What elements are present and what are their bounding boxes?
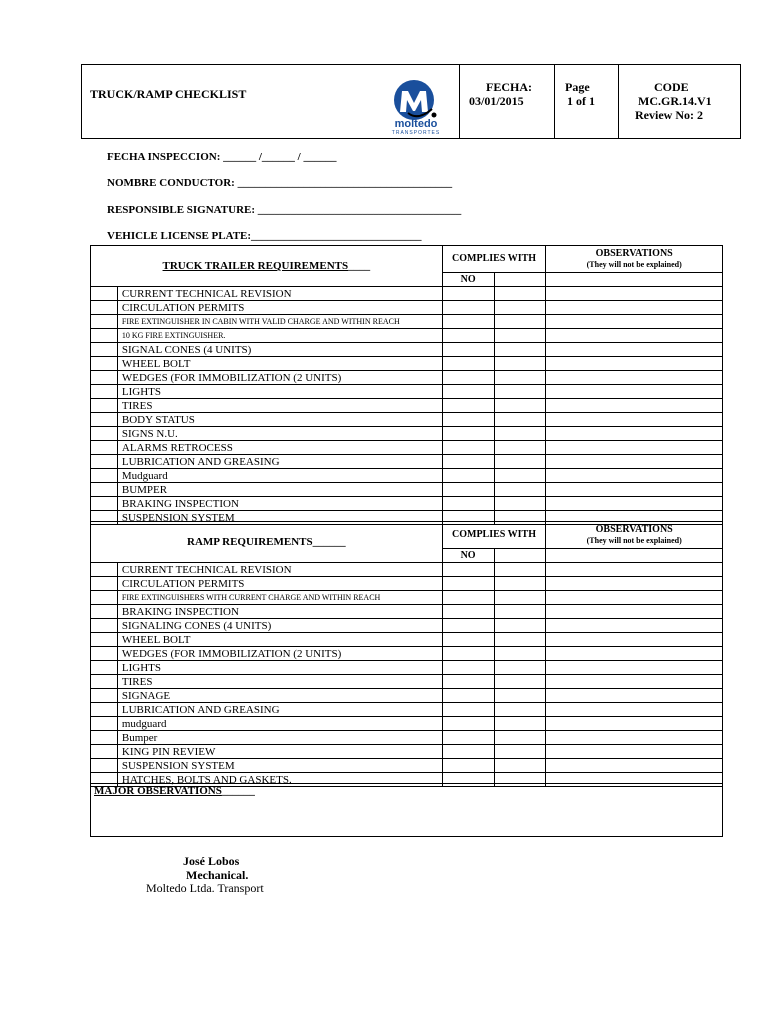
ramp-complies-header: COMPLIES WITH xyxy=(442,522,546,549)
complies-no-cell[interactable] xyxy=(494,633,546,647)
complies-yes-cell[interactable] xyxy=(442,647,494,661)
ramp-table-row xyxy=(91,703,723,717)
document-header xyxy=(81,64,741,139)
truck-section-heading: TRUCK TRAILER REQUIREMENTS____ xyxy=(91,246,443,287)
complies-yes-cell[interactable] xyxy=(442,427,494,441)
vehicle-plate-field[interactable]: VEHICLE LICENSE PLATE:_______________________________ xyxy=(107,230,422,242)
complies-yes-cell[interactable] xyxy=(442,703,494,717)
complies-yes-cell[interactable] xyxy=(442,675,494,689)
requirement-label: HATCHES, BOLTS AND GASKETS. xyxy=(117,773,442,787)
complies-no-cell[interactable] xyxy=(494,619,546,633)
observations-cell[interactable] xyxy=(546,371,723,385)
ramp-table-row xyxy=(91,563,723,577)
observations-cell[interactable] xyxy=(546,357,723,371)
observations-cell[interactable] xyxy=(546,469,723,483)
row-check-cell[interactable] xyxy=(91,287,118,301)
ramp-table-row xyxy=(91,759,723,773)
row-check-cell[interactable] xyxy=(91,745,118,759)
row-check-cell[interactable] xyxy=(91,315,118,329)
row-check-cell[interactable] xyxy=(91,689,118,703)
complies-yes-cell[interactable] xyxy=(442,591,494,605)
row-check-cell[interactable] xyxy=(91,455,118,469)
observations-cell[interactable] xyxy=(546,413,723,427)
ramp-table-row xyxy=(91,605,723,619)
complies-yes-cell[interactable] xyxy=(442,759,494,773)
requirement-label: LIGHTS xyxy=(117,661,442,675)
complies-no-cell[interactable] xyxy=(494,455,546,469)
code-label: CODE xyxy=(654,80,689,94)
observations-cell[interactable] xyxy=(546,577,723,591)
row-check-cell[interactable] xyxy=(91,577,118,591)
row-check-cell[interactable] xyxy=(91,633,118,647)
row-check-cell[interactable] xyxy=(91,497,118,511)
observations-cell[interactable] xyxy=(546,385,723,399)
signer-role: Mechanical. xyxy=(186,868,249,882)
nombre-conductor-field[interactable]: NOMBRE CONDUCTOR: _______________________________________ xyxy=(107,177,453,189)
row-check-cell[interactable] xyxy=(91,427,118,441)
truck-table-row xyxy=(91,469,723,483)
ramp-table-row xyxy=(91,647,723,661)
observations-cell[interactable] xyxy=(546,689,723,703)
row-check-cell[interactable] xyxy=(91,675,118,689)
truck-table-row xyxy=(91,343,723,357)
ramp-table-row xyxy=(91,717,723,731)
ramp-table-row xyxy=(91,633,723,647)
complies-no-cell[interactable] xyxy=(494,591,546,605)
requirement-label: SUSPENSION SYSTEM xyxy=(117,759,442,773)
page-label: Page xyxy=(565,80,590,94)
requirement-label: SIGNAGE xyxy=(117,689,442,703)
complies-yes-cell[interactable] xyxy=(442,605,494,619)
complies-no-cell[interactable] xyxy=(494,301,546,315)
logo-subtitle: TRANSPORTES xyxy=(391,130,441,136)
requirement-label: WEDGES (FOR IMMOBILIZATION (2 UNITS) xyxy=(117,371,442,385)
complies-yes-cell[interactable] xyxy=(442,497,494,511)
truck-table-row xyxy=(91,441,723,455)
observations-cell[interactable] xyxy=(546,591,723,605)
complies-no-cell[interactable] xyxy=(494,399,546,413)
complies-yes-cell[interactable] xyxy=(442,633,494,647)
complies-no-cell[interactable] xyxy=(494,413,546,427)
truck-complies-header: COMPLIES WITH xyxy=(442,246,546,273)
requirement-label: LUBRICATION AND GREASING xyxy=(117,455,442,469)
requirement-label: SIGNAL CONES (4 UNITS) xyxy=(117,343,442,357)
ramp-table-row xyxy=(91,577,723,591)
row-check-cell[interactable] xyxy=(91,469,118,483)
complies-no-cell[interactable] xyxy=(494,731,546,745)
complies-yes-cell[interactable] xyxy=(442,357,494,371)
row-check-cell[interactable] xyxy=(91,343,118,357)
row-check-cell[interactable] xyxy=(91,759,118,773)
signer-name: José Lobos xyxy=(183,854,240,868)
requirement-label: KING PIN REVIEW xyxy=(117,745,442,759)
row-check-cell[interactable] xyxy=(91,605,118,619)
complies-no-cell[interactable] xyxy=(494,647,546,661)
complies-yes-cell[interactable] xyxy=(442,287,494,301)
fecha-value: 03/01/2015 xyxy=(469,94,524,108)
truck-table-row xyxy=(91,399,723,413)
truck-table-row xyxy=(91,413,723,427)
observations-cell[interactable] xyxy=(546,731,723,745)
complies-yes-cell[interactable] xyxy=(442,329,494,343)
fecha-inspeccion-field[interactable]: FECHA INSPECCION: ______ /______ / ______ xyxy=(107,151,337,163)
observations-cell[interactable] xyxy=(546,661,723,675)
complies-yes-cell[interactable] xyxy=(442,469,494,483)
complies-no-cell[interactable] xyxy=(494,329,546,343)
requirement-label: BODY STATUS xyxy=(117,413,442,427)
observations-cell[interactable] xyxy=(546,647,723,661)
requirement-label: FIRE EXTINGUISHERS WITH CURRENT CHARGE AND WITHIN REACH xyxy=(117,591,442,605)
complies-no-cell[interactable] xyxy=(494,717,546,731)
complies-no-cell[interactable] xyxy=(494,703,546,717)
complies-yes-cell[interactable] xyxy=(442,301,494,315)
row-check-cell[interactable] xyxy=(91,357,118,371)
truck-table-row xyxy=(91,455,723,469)
observations-cell[interactable] xyxy=(546,563,723,577)
row-check-cell[interactable] xyxy=(91,703,118,717)
row-check-cell[interactable] xyxy=(91,301,118,315)
major-observations-label: MAJOR OBSERVATIONS______ xyxy=(94,785,255,797)
complies-yes-cell[interactable] xyxy=(442,371,494,385)
page-value: 1 of 1 xyxy=(567,94,595,108)
complies-no-cell[interactable] xyxy=(494,427,546,441)
requirement-label: WHEEL BOLT xyxy=(117,633,442,647)
ramp-section-heading: RAMP REQUIREMENTS______ xyxy=(91,522,443,563)
complies-yes-cell[interactable] xyxy=(442,689,494,703)
moltedo-logo xyxy=(388,79,450,139)
requirement-label: ALARMS RETROCESS xyxy=(117,441,442,455)
observations-cell[interactable] xyxy=(546,717,723,731)
requirement-label: WEDGES (FOR IMMOBILIZATION (2 UNITS) xyxy=(117,647,442,661)
ramp-no-header: NO xyxy=(442,549,494,563)
ramp-table-row xyxy=(91,731,723,745)
complies-no-cell[interactable] xyxy=(494,385,546,399)
document-title: TRUCK/RAMP CHECKLIST xyxy=(90,87,247,101)
complies-yes-cell[interactable] xyxy=(442,385,494,399)
row-check-cell[interactable] xyxy=(91,329,118,343)
row-check-cell[interactable] xyxy=(91,399,118,413)
complies-yes-cell[interactable] xyxy=(442,563,494,577)
complies-no-cell[interactable] xyxy=(494,605,546,619)
responsible-signature-field[interactable]: RESPONSIBLE SIGNATURE: _____________________________________ xyxy=(107,204,462,216)
truck-observations-header: OBSERVATIONS (They will not be explained) xyxy=(546,246,723,273)
requirement-label: Bumper xyxy=(117,731,442,745)
complies-no-cell[interactable] xyxy=(494,343,546,357)
complies-no-cell[interactable] xyxy=(494,371,546,385)
header-title-cell xyxy=(82,65,460,138)
complies-yes-cell[interactable] xyxy=(442,315,494,329)
complies-no-cell[interactable] xyxy=(494,563,546,577)
observations-cell[interactable] xyxy=(546,759,723,773)
truck-table-row xyxy=(91,497,723,511)
row-check-cell[interactable] xyxy=(91,731,118,745)
truck-no-header: NO xyxy=(442,273,494,287)
requirement-label: Mudguard xyxy=(117,469,442,483)
complies-yes-cell[interactable] xyxy=(442,343,494,357)
truck-table-row xyxy=(91,329,723,343)
complies-yes-cell[interactable] xyxy=(442,661,494,675)
observations-cell[interactable] xyxy=(546,315,723,329)
ramp-table-row xyxy=(91,619,723,633)
requirement-label: LIGHTS xyxy=(117,385,442,399)
complies-no-cell[interactable] xyxy=(494,577,546,591)
observations-cell[interactable] xyxy=(546,619,723,633)
complies-yes-cell[interactable] xyxy=(442,483,494,497)
complies-yes-cell[interactable] xyxy=(442,619,494,633)
complies-no-cell[interactable] xyxy=(494,661,546,675)
truck-requirements-table xyxy=(90,245,723,525)
requirement-label: SUSPENSION SYSTEM xyxy=(117,511,442,525)
header-page-cell xyxy=(555,65,619,138)
header-fecha-cell xyxy=(460,65,555,138)
complies-yes-cell[interactable] xyxy=(442,717,494,731)
observations-cell[interactable] xyxy=(546,605,723,619)
observations-cell[interactable] xyxy=(546,427,723,441)
complies-yes-cell[interactable] xyxy=(442,399,494,413)
row-check-cell[interactable] xyxy=(91,619,118,633)
complies-yes-cell[interactable] xyxy=(442,745,494,759)
complies-no-cell[interactable] xyxy=(494,745,546,759)
ramp-table-row xyxy=(91,675,723,689)
ramp-table-row xyxy=(91,745,723,759)
requirement-label: BUMPER xyxy=(117,483,442,497)
row-check-cell[interactable] xyxy=(91,483,118,497)
observations-cell[interactable] xyxy=(546,745,723,759)
observations-cell[interactable] xyxy=(546,455,723,469)
complies-no-cell[interactable] xyxy=(494,357,546,371)
requirement-label: CIRCULATION PERMITS xyxy=(117,577,442,591)
requirement-label: SIGNALING CONES (4 UNITS) xyxy=(117,619,442,633)
complies-yes-cell[interactable] xyxy=(442,413,494,427)
requirement-label: CIRCULATION PERMITS xyxy=(117,301,442,315)
row-check-cell[interactable] xyxy=(91,413,118,427)
truck-table-row xyxy=(91,385,723,399)
ramp-table-row xyxy=(91,591,723,605)
truck-table-row xyxy=(91,315,723,329)
complies-no-cell[interactable] xyxy=(494,675,546,689)
ramp-requirements-table xyxy=(90,521,723,787)
truck-table-row xyxy=(91,371,723,385)
row-check-cell[interactable] xyxy=(91,647,118,661)
requirement-label: WHEEL BOLT xyxy=(117,357,442,371)
observations-cell[interactable] xyxy=(546,675,723,689)
row-check-cell[interactable] xyxy=(91,563,118,577)
observations-cell[interactable] xyxy=(546,329,723,343)
requirement-label: BRAKING INSPECTION xyxy=(117,605,442,619)
observations-cell[interactable] xyxy=(546,703,723,717)
requirement-label: FIRE EXTINGUISHER IN CABIN WITH VALID CHARGE AND WITHIN REACH xyxy=(117,315,442,329)
observations-cell[interactable] xyxy=(546,441,723,455)
requirement-label: TIRES xyxy=(117,675,442,689)
observations-cell[interactable] xyxy=(546,483,723,497)
complies-no-cell[interactable] xyxy=(494,689,546,703)
requirement-label: mudguard xyxy=(117,717,442,731)
requirement-label: TIRES xyxy=(117,399,442,413)
observations-cell[interactable] xyxy=(546,633,723,647)
row-check-cell[interactable] xyxy=(91,661,118,675)
logo-wordmark: moltedo xyxy=(394,118,438,130)
observations-cell[interactable] xyxy=(546,301,723,315)
row-check-cell[interactable] xyxy=(91,371,118,385)
major-observations-box[interactable] xyxy=(90,783,723,837)
fecha-label: FECHA: xyxy=(486,80,532,94)
header-code-cell xyxy=(619,65,741,138)
row-check-cell[interactable] xyxy=(91,591,118,605)
row-check-cell[interactable] xyxy=(91,385,118,399)
complies-yes-cell[interactable] xyxy=(442,731,494,745)
observations-cell[interactable] xyxy=(546,287,723,301)
requirement-label: LUBRICATION AND GREASING xyxy=(117,703,442,717)
ramp-table-row xyxy=(91,661,723,675)
complies-no-cell[interactable] xyxy=(494,483,546,497)
requirement-label: BRAKING INSPECTION xyxy=(117,497,442,511)
complies-yes-cell[interactable] xyxy=(442,455,494,469)
complies-yes-cell[interactable] xyxy=(442,441,494,455)
truck-table-row xyxy=(91,301,723,315)
observations-cell[interactable] xyxy=(546,497,723,511)
code-value: MC.GR.14.V1 xyxy=(638,94,712,108)
truck-table-row xyxy=(91,287,723,301)
requirement-label: SIGNS N.U. xyxy=(117,427,442,441)
complies-no-cell[interactable] xyxy=(494,287,546,301)
ramp-rows xyxy=(91,563,723,787)
requirement-label: CURRENT TECHNICAL REVISION xyxy=(117,563,442,577)
truck-table-row xyxy=(91,427,723,441)
ramp-table-row xyxy=(91,689,723,703)
complies-no-cell[interactable] xyxy=(494,759,546,773)
complies-yes-cell[interactable] xyxy=(442,577,494,591)
complies-no-cell[interactable] xyxy=(494,497,546,511)
complies-no-cell[interactable] xyxy=(494,441,546,455)
requirement-label: CURRENT TECHNICAL REVISION xyxy=(117,287,442,301)
truck-table-row xyxy=(91,483,723,497)
review-number: Review No: 2 xyxy=(635,108,703,122)
complies-no-cell[interactable] xyxy=(494,315,546,329)
observations-cell[interactable] xyxy=(546,343,723,357)
truck-table-row xyxy=(91,357,723,371)
signer-company: Moltedo Ltda. Transport xyxy=(146,881,264,895)
truck-rows xyxy=(91,287,723,525)
requirement-label: 10 KG FIRE EXTINGUISHER. xyxy=(117,329,442,343)
ramp-observations-header: OBSERVATIONS (They will not be explained) xyxy=(546,522,723,549)
complies-no-cell[interactable] xyxy=(494,469,546,483)
row-check-cell[interactable] xyxy=(91,441,118,455)
observations-cell[interactable] xyxy=(546,399,723,413)
row-check-cell[interactable] xyxy=(91,717,118,731)
